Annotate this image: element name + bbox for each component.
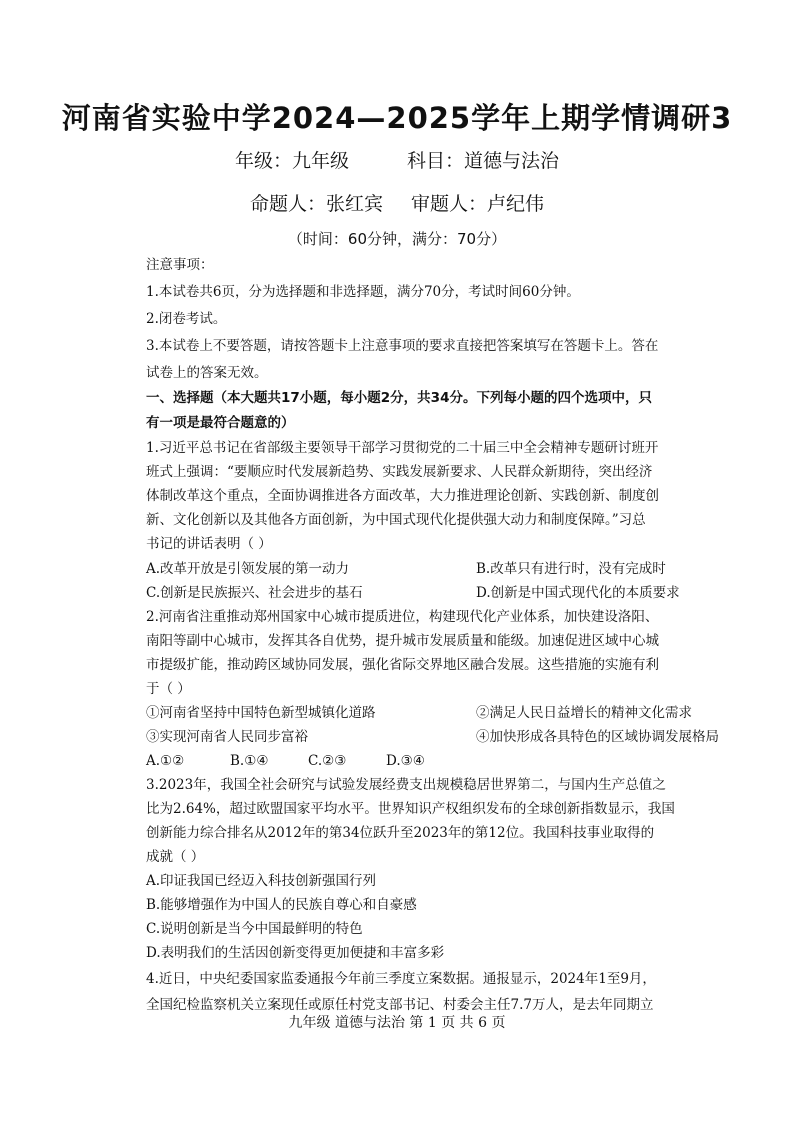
grade-label: 年级：九年级 [234, 150, 349, 172]
author-label: 命题人：张红宾 [249, 193, 383, 215]
question-1-option-c: C.创新是民族振兴、社会进步的基石 [146, 585, 363, 601]
question-3-option-a: A.印证我国已经迈入科技创新强国行列 [146, 873, 377, 889]
notice-item-1: 1.本试卷共6页，分为选择题和非选择题，满分70分，考试时间60分钟。 [146, 284, 580, 300]
grade-subject-row [0, 146, 794, 173]
question-3-line: 成就（ ） [146, 849, 205, 865]
question-2-option-b: B.①④ [230, 753, 269, 769]
question-2-option-d: D.③④ [386, 753, 425, 769]
question-1-line: 新、文化创新以及其他各方面创新，为中国式现代化提供强大动力和制度保障。”习总 [146, 512, 646, 528]
section-heading-cont: 有一项是最符合题意的） [146, 415, 295, 431]
author-row [0, 189, 794, 216]
question-4-line: 全国纪检监察机关立案现任或原任村党支部书记、村委会主任7.7万人，是去年同期立 [146, 997, 654, 1013]
question-1-option-d: D.创新是中国式现代化的本质要求 [476, 585, 680, 601]
notice-item-3: 3.本试卷上不要答题，请按答题卡上注意事项的要求直接把答案填写在答题卡上。答在 [146, 338, 659, 354]
reviewer-label: 审题人：卢纪伟 [411, 193, 545, 215]
notice-item-2: 2.闭卷考试。 [146, 311, 227, 327]
question-2-line: 于（ ） [146, 681, 191, 697]
question-3-option-d: D.表明我们的生活因创新变得更加便捷和丰富多彩 [146, 945, 445, 961]
question-2-line: 2.河南省注重推动郑州国家中心城市提质进位，构建现代化产业体系，加快建设洛阳、 [146, 609, 659, 625]
question-2-option-c: C.②③ [308, 753, 347, 769]
question-1-option-b: B.改革只有进行时，没有完成时 [476, 561, 666, 577]
notice-heading: 注意事项： [146, 257, 214, 273]
question-2-option-a: A.①② [146, 753, 185, 769]
question-4-line: 4.近日，中央纪委国家监委通报今年前三季度立案数据。通报显示，2024年1至9月， [146, 971, 656, 987]
question-2-line: 南阳等副中心城市，发挥其各自优势，提升城市发展质量和能级。加速促进区域中心城 [146, 633, 659, 649]
question-1-line: 体制改革这个重点，全面协调推进各方面改革，大力推进理论创新、实践创新、制度创 [146, 488, 659, 504]
question-3-option-c: C.说明创新是当今中国最鲜明的特色 [146, 921, 363, 937]
question-1-option-a: A.改革开放是引领发展的第一动力 [146, 561, 350, 577]
page-title: 河南省实验中学2024—2025学年上期学情调研3 [61, 101, 733, 135]
time-score: （时间：60分钟，满分：70分） [287, 230, 507, 248]
question-2-statement-3: ③实现河南省人民同步富裕 [146, 729, 308, 745]
section-heading: 一、选择题（本大题共17小题，每小题2分，共34分。下列每小题的四个选项中，只 [146, 390, 652, 406]
question-2-statement-1: ①河南省坚持中国特色新型城镇化道路 [146, 705, 376, 721]
question-3-line: 3.2023年，我国全社会研究与试验发展经费支出规模稳居世界第二，与国内生产总值之 [146, 777, 666, 793]
notice-item-3-cont: 试卷上的答案无效。 [146, 365, 268, 381]
question-3-option-b: B.能够增强作为中国人的民族自尊心和自豪感 [146, 897, 417, 913]
question-2-statement-4: ④加快形成各具特色的区域协调发展格局 [476, 729, 719, 745]
page-footer: 九年级 道德与法治 第 1 页 共 6 页 [288, 1015, 506, 1031]
question-2-statement-2: ②满足人民日益增长的精神文化需求 [476, 705, 692, 721]
subject-label: 科目：道德与法治 [407, 150, 560, 172]
question-3-line: 创新能力综合排名从2012年的第34位跃升至2023年的第12位。我国科技事业取得的 [146, 825, 655, 841]
question-1-line: 1.习近平总书记在省部级主要领导干部学习贯彻党的二十届三中全会精神专题研讨班开 [146, 440, 659, 456]
question-1-line: 班式上强调：“要顺应时代发展新趋势、实践发展新要求、人民群众新期待，突出经济 [146, 464, 653, 480]
question-3-line: 比为2.64%，超过欧盟国家平均水平。世界知识产权组织发布的全球创新指数显示，我国 [146, 801, 675, 817]
question-1-line: 书记的讲话表明（ ） [146, 536, 272, 552]
question-2-line: 市提级扩能，推动跨区域协同发展，强化省际交界地区融合发展。这些措施的实施有利 [146, 657, 659, 673]
